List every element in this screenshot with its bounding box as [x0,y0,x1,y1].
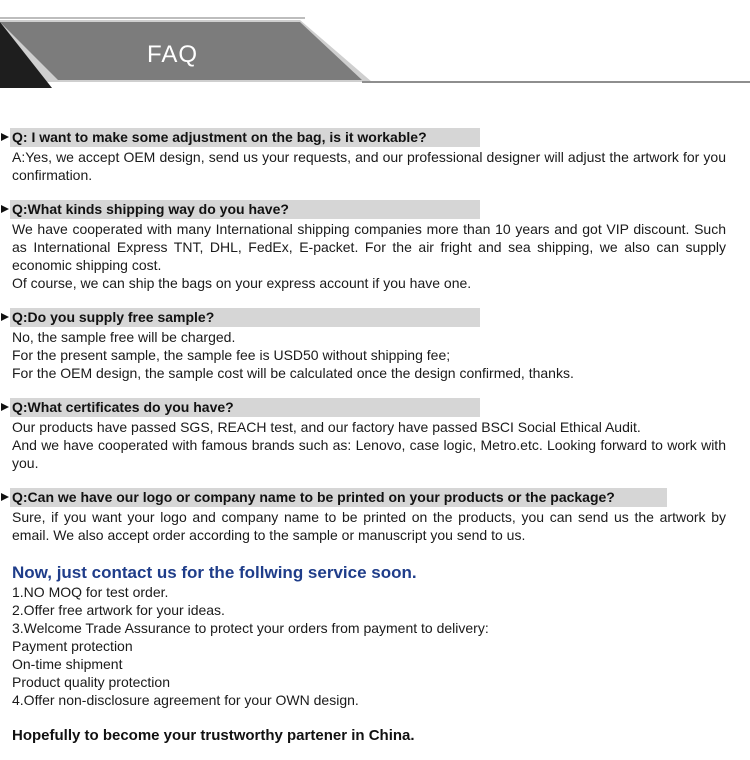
faq-answer-line: And we have cooperated with famous brands such as: Lenovo, case logic, Metro.etc. Looking forward to work with you. [12,437,726,471]
faq-answer [12,220,726,292]
faq-item [0,308,750,382]
faq-answer [12,418,726,472]
faq-answer-line: Sure, if you want your logo and company name to be printed on the products, you can send us the artwork by email. We also accept order according to the sample or manuscript you send to us. [12,509,726,543]
faq-question: Q:Can we have our logo or company name to be printed on your products or the package? [10,488,667,507]
faq-answer-line: A:Yes, we accept OEM design, send us your requests, and our professional designer will adjust the artwork for you confirmation. [12,149,726,183]
faq-answer-line: For the present sample, the sample fee is USD50 without shipping fee; [12,347,451,363]
faq-item [0,488,750,544]
faq-question: Q:Do you supply free sample? [10,308,480,327]
faq-item [0,200,750,292]
faq-banner [0,0,750,100]
service-item: Product quality protection [12,674,170,690]
faq-answer [12,148,726,184]
faq-item [0,398,750,472]
faq-answer-line: No, the sample free will be charged. [12,329,236,345]
faq-question: Q: I want to make some adjustment on the bag, is it workable? [10,128,480,147]
faq-question-row [0,200,750,220]
service-item: 1.NO MOQ for test order. [12,584,169,600]
faq-item [0,128,750,184]
service-item: 3.Welcome Trade Assurance to protect your orders from payment to delivery: [12,620,489,636]
faq-answer-line: We have cooperated with many International shipping companies more than 10 years and got VIP discount. Such as International Express TNT, DHL, FedEx, E-packet. For the air fright and sea shipping, we also can supply economic shipping cost. [12,221,726,273]
faq-answer-line: Our products have passed SGS, REACH test, and our factory have passed BSCI Social Ethical Audit. [12,419,641,435]
arrow-right-icon [1,205,9,213]
arrow-right-icon [1,133,9,141]
contact-heading: Now, just contact us for the follwing service soon. [12,563,417,582]
service-item: On-time shipment [12,656,123,672]
faq-answer [12,328,726,382]
service-item: 2.Offer free artwork for your ideas. [12,602,225,618]
faq-title: FAQ [146,41,198,68]
service-item: 4.Offer non-disclosure agreement for your OWN design. [12,692,359,708]
faq-question-row [0,488,750,508]
faq-question-row [0,128,750,148]
faq-question: Q:What certificates do you have? [10,398,480,417]
faq-question-row [0,398,750,418]
faq-answer [12,508,726,544]
faq-answer-line: Of course, we can ship the bags on your express account if you have one. [12,275,472,291]
arrow-right-icon [1,403,9,411]
arrow-right-icon [1,493,9,501]
arrow-right-icon [1,313,9,321]
faq-answer-line: For the OEM design, the sample cost will be calculated once the design confirmed, thanks. [12,365,574,381]
service-list [12,583,489,709]
faq-banner-graphic [0,0,750,100]
service-item: Payment protection [12,638,133,654]
faq-question-row [0,308,750,328]
closing-statement: Hopefully to become your trustworthy partener in China. [12,727,415,744]
faq-question: Q:What kinds shipping way do you have? [10,200,480,219]
